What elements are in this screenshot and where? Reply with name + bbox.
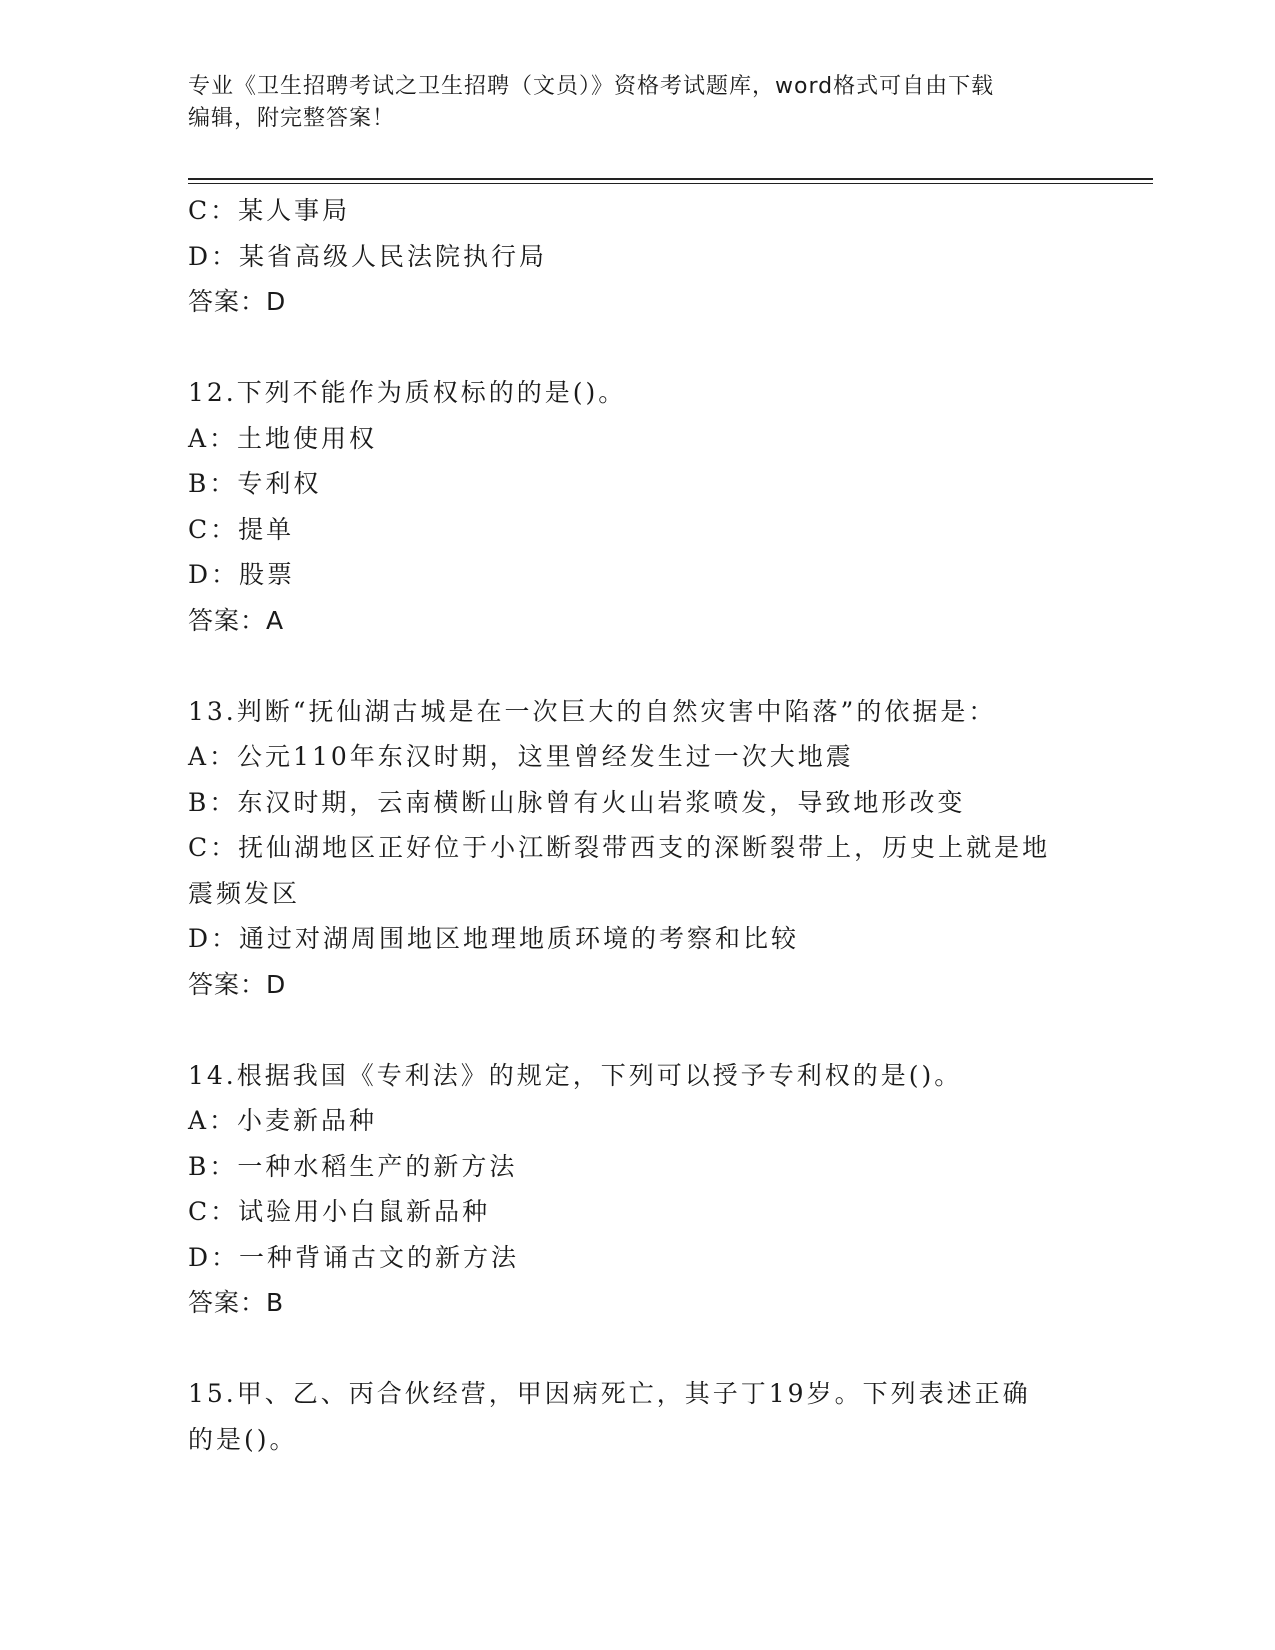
option-b: B：专利权 xyxy=(188,469,322,498)
question-list xyxy=(188,188,1088,1462)
spacer xyxy=(188,325,1088,371)
question-11 xyxy=(188,188,1088,325)
question-15 xyxy=(188,1371,1088,1462)
option-b: B：东汉时期，云南横断山脉曾有火山岩浆喷发，导致地形改变 xyxy=(188,787,966,817)
option-b: B：一种水稻生产的新方法 xyxy=(188,1151,518,1181)
question-stem: 14.根据我国《专利法》的规定，下列可以授予专利权的是()。 xyxy=(188,1060,963,1090)
question-12 xyxy=(188,370,1088,643)
spacer xyxy=(188,1007,1088,1053)
question-stem-line-1: 15.甲、乙、丙合伙经营，甲因病死亡，其子丁19岁。下列表述正确 xyxy=(188,1379,1031,1408)
answer: 答案：D xyxy=(188,969,287,999)
option-d: D：通过对湖周围地区地理地质环境的考察和比较 xyxy=(188,924,800,953)
header-line-2: 编辑，附完整答案！ xyxy=(188,106,396,131)
answer: 答案：D xyxy=(188,287,287,316)
answer: 答案：B xyxy=(188,1288,285,1317)
option-a: A：土地使用权 xyxy=(188,423,378,453)
header-rule-thick xyxy=(188,178,1153,180)
option-c: C：某人事局 xyxy=(188,196,351,225)
option-c-line-1: C：抚仙湖地区正好位于小江断裂带西支的深断裂带上，历史上就是地 xyxy=(188,833,1051,862)
option-c-line-2: 震频发区 xyxy=(188,878,301,908)
spacer xyxy=(188,643,1088,689)
question-stem-line-2: 的是()。 xyxy=(188,1424,298,1454)
question-stem: 12.下列不能作为质权标的的是()。 xyxy=(188,378,627,407)
option-d: D：某省高级人民法院执行局 xyxy=(188,241,548,271)
question-stem: 13.判断“抚仙湖古城是在一次巨大的自然灾害中陷落”的依据是： xyxy=(188,696,997,726)
option-c: C：试验用小白鼠新品种 xyxy=(188,1197,491,1226)
option-d: D：一种背诵古文的新方法 xyxy=(188,1242,520,1272)
question-13 xyxy=(188,689,1088,1008)
option-a: A：公元110年东汉时期，这里曾经发生过一次大地震 xyxy=(188,742,854,771)
header-line-1: 专业《卫生招聘考试之卫生招聘（文员）》资格考试题库，word格式可自由下载 xyxy=(188,74,995,99)
option-a: A：小麦新品种 xyxy=(188,1106,378,1135)
header-rule-thin xyxy=(188,183,1153,184)
option-d: D：股票 xyxy=(188,560,296,589)
option-c: C：提单 xyxy=(188,514,295,544)
spacer xyxy=(188,1326,1088,1372)
document-header xyxy=(188,71,1088,135)
question-14 xyxy=(188,1053,1088,1326)
answer: 答案：A xyxy=(188,605,285,635)
